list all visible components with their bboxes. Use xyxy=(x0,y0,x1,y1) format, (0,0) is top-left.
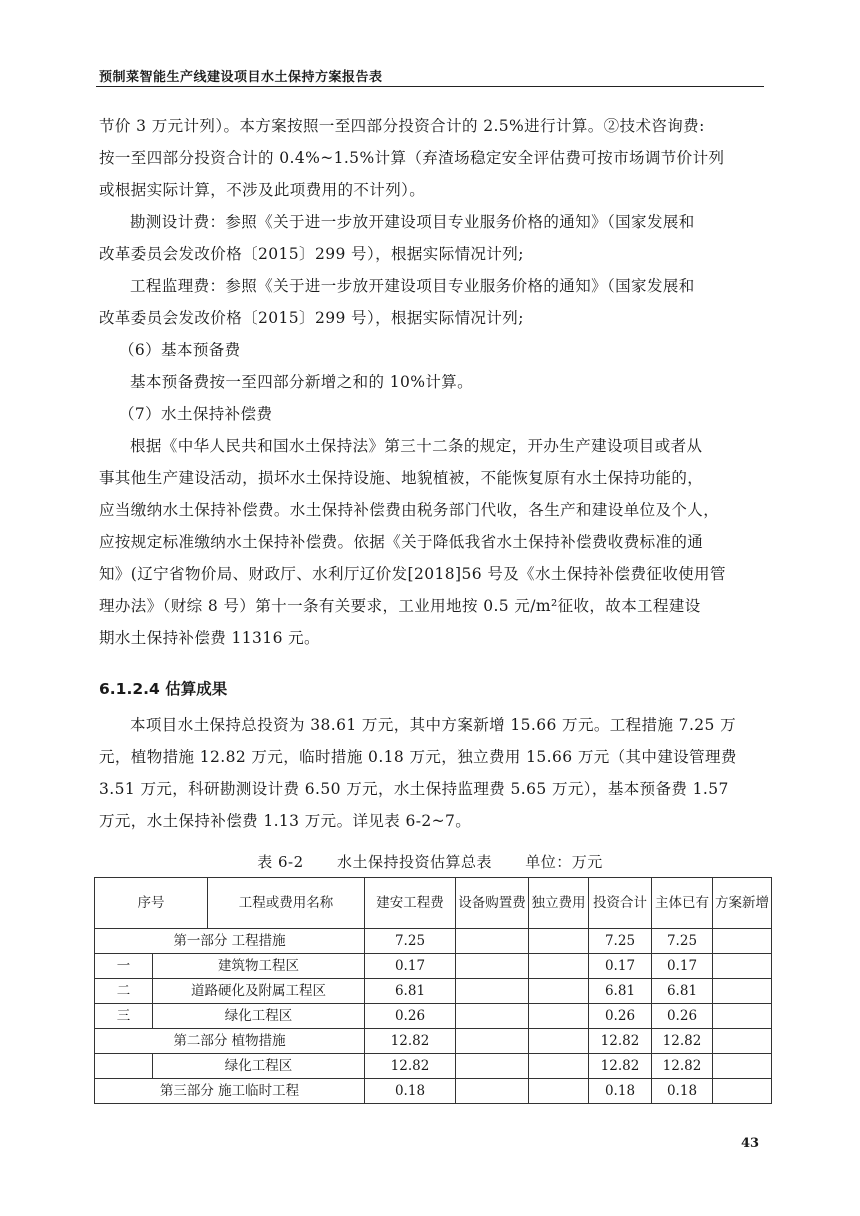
cell-duli xyxy=(529,1079,589,1104)
table-row xyxy=(95,1029,772,1054)
cell-heji: 0.17 xyxy=(589,954,652,979)
text-line: 3.51 万元，科研勘测设计费 6.50 万元，水土保持监理费 5.65 万元），基本预备费 1.57 xyxy=(99,780,729,798)
cell-jianan: 0.26 xyxy=(365,1004,456,1029)
column-header: 主体已有 xyxy=(652,878,713,929)
cell-name: 绿化工程区 xyxy=(153,1054,365,1079)
cell-shebei xyxy=(456,954,529,979)
table-title: 水土保持投资估算总表 xyxy=(336,853,492,871)
cell-heji: 12.82 xyxy=(589,1029,652,1054)
text-line: 按一至四部分投资合计的 0.4%~1.5%计算（弃渣场稳定安全评估费可按市场调节价计列 xyxy=(99,149,725,167)
cell-number: 一 xyxy=(95,954,153,979)
text-line: 本项目水土保持总投资为 38.61 万元，其中方案新增 15.66 万元。工程措施 7.25 万 xyxy=(130,716,737,734)
item-7-heading: （7）水土保持补偿费 xyxy=(119,405,273,423)
text-line: 应按规定标准缴纳水土保持补偿费。依据《关于降低我省水土保持补偿费收费标准的通 xyxy=(99,533,704,551)
text-line: 勘测设计费：参照《关于进一步放开建设项目专业服务价格的通知》（国家发展和 xyxy=(130,213,695,231)
cell-xinzeng xyxy=(713,929,772,954)
text-line: 元，植物措施 12.82 万元，临时措施 0.18 万元，独立费用 15.66 万元（其中建设管理费 xyxy=(99,748,737,766)
text-line: 期水土保持补偿费 11316 元。 xyxy=(99,629,320,647)
column-header: 投资合计 xyxy=(589,878,652,929)
column-header: 序号 xyxy=(95,878,208,929)
cell-jianan: 12.82 xyxy=(365,1029,456,1054)
table-caption xyxy=(0,851,860,872)
table-row xyxy=(95,1079,772,1104)
paragraph-compensation-fee xyxy=(99,430,759,654)
table-number: 表 6-2 xyxy=(257,853,304,871)
table-unit: 单位：万元 xyxy=(525,853,603,871)
cell-shebei xyxy=(456,929,529,954)
cell-zhuti: 12.82 xyxy=(652,1029,713,1054)
text-line: 应当缴纳水土保持补偿费。水土保持补偿费由税务部门代收，各生产和建设单位及个人， xyxy=(99,501,720,519)
column-header: 独立费用 xyxy=(529,878,589,929)
cell-zhuti: 7.25 xyxy=(652,929,713,954)
text-line: 理办法》（财综 8 号）第十一条有关要求，工业用地按 0.5 元/m²征收，故本工程建设 xyxy=(99,597,701,615)
text-line: 改革委员会发改价格〔2015〕299 号），根据实际情况计列; xyxy=(99,245,524,263)
document-header-title: 预制菜智能生产线建设项目水土保持方案报告表 xyxy=(99,70,383,85)
cell-duli xyxy=(529,1054,589,1079)
cell-zhuti: 0.17 xyxy=(652,954,713,979)
cell-jianan: 0.17 xyxy=(365,954,456,979)
cell-duli xyxy=(529,1004,589,1029)
cell-duli xyxy=(529,979,589,1004)
cell-jianan: 6.81 xyxy=(365,979,456,1004)
page-number: 43 xyxy=(741,1136,760,1151)
cell-name: 第一部分 工程措施 xyxy=(95,929,365,954)
cell-duli xyxy=(529,954,589,979)
cell-xinzeng xyxy=(713,954,772,979)
cell-xinzeng xyxy=(713,1079,772,1104)
table-row xyxy=(95,954,772,979)
text-line: 或根据实际计算，不涉及此项费用的不计列）。 xyxy=(99,181,426,199)
cell-zhuti: 0.18 xyxy=(652,1079,713,1104)
paragraph-consulting-fee xyxy=(99,110,759,206)
table-row xyxy=(95,979,772,1004)
text-line: 万元，水土保持补偿费 1.13 万元。详见表 6-2~7。 xyxy=(99,812,472,830)
cell-name: 建筑物工程区 xyxy=(153,954,365,979)
cell-duli xyxy=(529,929,589,954)
cell-zhuti: 0.26 xyxy=(652,1004,713,1029)
cell-heji: 6.81 xyxy=(589,979,652,1004)
column-header: 设备购置费 xyxy=(456,878,529,929)
cell-name: 绿化工程区 xyxy=(153,1004,365,1029)
text-line: 改革委员会发改价格〔2015〕299 号），根据实际情况计列; xyxy=(99,309,524,327)
cell-xinzeng xyxy=(713,1054,772,1079)
item-6-heading: （6）基本预备费 xyxy=(119,341,241,359)
text-line: 节价 3 万元计列）。本方案按照一至四部分投资合计的 2.5%进行计算。②技术咨询费: xyxy=(99,117,705,135)
paragraph-supervision-fee xyxy=(99,270,759,334)
column-header: 建安工程费 xyxy=(365,878,456,929)
cell-zhuti: 6.81 xyxy=(652,979,713,1004)
paragraph-survey-design-fee xyxy=(99,206,759,270)
section-heading: 6.1.2.4 估算成果 xyxy=(99,680,228,698)
cell-heji: 0.26 xyxy=(589,1004,652,1029)
cell-number: 三 xyxy=(95,1004,153,1029)
item-6-text: 基本预备费按一至四部分新增之和的 10%计算。 xyxy=(130,373,474,391)
cell-zhuti: 12.82 xyxy=(652,1054,713,1079)
cell-xinzeng xyxy=(713,1029,772,1054)
cell-xinzeng xyxy=(713,979,772,1004)
cell-jianan: 12.82 xyxy=(365,1054,456,1079)
cell-heji: 12.82 xyxy=(589,1054,652,1079)
cell-heji: 7.25 xyxy=(589,929,652,954)
table-header-row xyxy=(95,878,772,929)
cell-shebei xyxy=(456,1004,529,1029)
cell-name: 第二部分 植物措施 xyxy=(95,1029,365,1054)
cell-shebei xyxy=(456,1079,529,1104)
table-row xyxy=(95,1054,772,1079)
text-line: 工程监理费：参照《关于进一步放开建设项目专业服务价格的通知》（国家发展和 xyxy=(130,277,695,295)
text-line: 知》(辽宁省物价局、财政厅、水利厅辽价发[2018]56 号及《水土保持补偿费征收使用管 xyxy=(99,565,726,583)
table-row xyxy=(95,929,772,954)
cell-number: 二 xyxy=(95,979,153,1004)
cell-heji: 0.18 xyxy=(589,1079,652,1104)
investment-estimate-table xyxy=(94,877,772,1104)
cell-shebei xyxy=(456,1029,529,1054)
table-row xyxy=(95,1004,772,1029)
cell-number xyxy=(95,1054,153,1079)
cell-jianan: 7.25 xyxy=(365,929,456,954)
column-header: 方案新增 xyxy=(713,878,772,929)
cell-name: 道路硬化及附属工程区 xyxy=(153,979,365,1004)
column-header: 工程或费用名称 xyxy=(208,878,365,929)
cell-xinzeng xyxy=(713,1004,772,1029)
cell-duli xyxy=(529,1029,589,1054)
cell-shebei xyxy=(456,979,529,1004)
text-line: 事其他生产建设活动，损坏水土保持设施、地貌植被，不能恢复原有水土保持功能的， xyxy=(99,469,704,487)
cell-jianan: 0.18 xyxy=(365,1079,456,1104)
cell-shebei xyxy=(456,1054,529,1079)
cell-name: 第三部分 施工临时工程 xyxy=(95,1079,365,1104)
paragraph-estimate-results xyxy=(99,709,759,837)
item-6-section xyxy=(99,334,759,430)
text-line: 根据《中华人民共和国水土保持法》第三十二条的规定，开办生产建设项目或者从 xyxy=(130,437,703,455)
header-divider xyxy=(96,86,764,87)
